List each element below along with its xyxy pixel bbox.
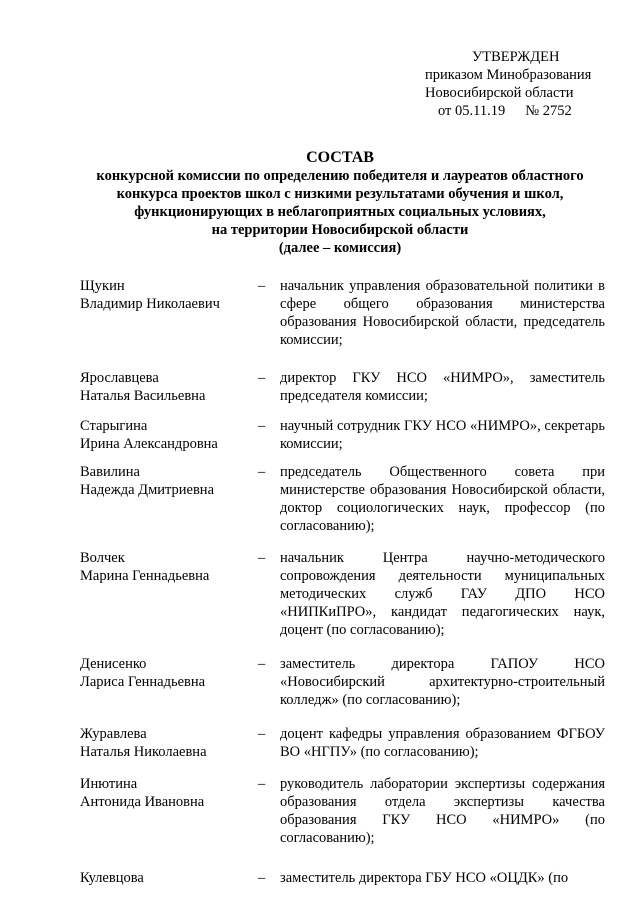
member-name	[80, 869, 258, 887]
member-dash: –	[258, 726, 266, 742]
member-name	[80, 655, 258, 709]
member-surname: Ярославцева	[80, 370, 159, 386]
member-name	[80, 725, 258, 761]
approval-status: УТВЕРЖДЕН	[472, 49, 560, 65]
member-given-names: Антонида Ивановна	[80, 794, 205, 810]
member-name	[80, 417, 258, 453]
heading-line: конкурса проектов школ с низкими результатами обучения и школ,	[116, 186, 564, 202]
member-name	[80, 463, 258, 535]
member-name	[80, 775, 258, 847]
member-row	[80, 417, 605, 453]
member-row	[80, 369, 605, 405]
member-given-names: Наталья Васильевна	[80, 388, 206, 404]
approval-block	[425, 48, 591, 120]
member-list	[80, 277, 605, 887]
member-given-names: Наталья Николаевна	[80, 744, 207, 760]
document-heading	[60, 148, 620, 257]
heading-line: конкурсной комиссии по определению победителя и лауреатов областного	[96, 168, 584, 184]
heading-line: (далее – комиссия)	[278, 240, 402, 256]
member-dash: –	[258, 550, 266, 566]
member-description: председатель Общественного совета при министерстве образования Новосибирской области, доктор социологических наук, профессор (по согласованию);	[280, 464, 605, 534]
member-row	[80, 549, 605, 639]
member-row	[80, 869, 605, 887]
member-dash: –	[258, 464, 266, 480]
heading-line: на территории Новосибирской области	[211, 222, 469, 238]
member-given-names: Надежда Дмитриевна	[80, 482, 215, 498]
member-row	[80, 655, 605, 709]
member-dash: –	[258, 656, 266, 672]
approval-order: приказом Минобразования	[425, 67, 592, 83]
member-description: заместитель директора ГБУ НСО «ОЦДК» (по	[280, 870, 569, 886]
member-given-names: Владимир Николаевич	[80, 296, 220, 312]
member-surname: Денисенко	[80, 656, 147, 672]
member-description: научный сотрудник ГКУ НСО «НИМРО», секретарь комиссии;	[280, 418, 605, 452]
member-given-names: Лариса Геннадьевна	[80, 674, 206, 690]
member-surname: Журавлева	[80, 726, 147, 742]
member-row	[80, 277, 605, 349]
member-description: директор ГКУ НСО «НИМРО», заместитель председателя комиссии;	[280, 370, 605, 404]
member-dash: –	[258, 870, 266, 886]
member-name	[80, 277, 258, 349]
approval-date: от 05.11.19	[438, 103, 506, 119]
member-surname: Старыгина	[80, 418, 148, 434]
member-surname: Вавилина	[80, 464, 140, 480]
member-surname: Волчек	[80, 550, 125, 566]
document-title: СОСТАВ	[306, 149, 374, 166]
member-description: начальник управления образовательной политики в сфере общего образования министерства образования Новосибирской области, председатель комиссии;	[280, 278, 605, 348]
member-dash: –	[258, 418, 266, 434]
member-dash: –	[258, 370, 266, 386]
member-dash: –	[258, 278, 266, 294]
member-surname: Инютина	[80, 776, 138, 792]
member-description: начальник Центра научно-методического сопровождения деятельности муниципальных методических служб ГАУ ДПО НСО «НИПКиПРО», кандидат педагогических наук, доцент (по согласованию);	[280, 550, 605, 638]
member-surname: Щукин	[80, 278, 125, 294]
member-row	[80, 775, 605, 847]
approval-region: Новосибирской области	[425, 85, 574, 101]
member-given-names: Ирина Александровна	[80, 436, 218, 452]
approval-date-number	[425, 102, 591, 120]
member-surname: Кулевцова	[80, 870, 144, 886]
member-description: доцент кафедры управления образованием ФГБОУ ВО «НГПУ» (по согласованию);	[280, 726, 605, 760]
member-description: заместитель директора ГАПОУ НСО «Новосибирский архитектурно-строительный колледж» (по согласованию);	[280, 656, 605, 708]
member-given-names: Марина Геннадьевна	[80, 568, 210, 584]
member-name	[80, 369, 258, 405]
heading-line: функционирующих в неблагоприятных социальных условиях,	[134, 204, 546, 220]
member-row	[80, 725, 605, 761]
member-dash: –	[258, 776, 266, 792]
member-name	[80, 549, 258, 639]
member-row	[80, 463, 605, 535]
member-description: руководитель лаборатории экспертизы содержания образования отдела экспертизы качества образования ГКУ НСО «НИМРО» (по согласованию);	[280, 776, 605, 846]
approval-number: № 2752	[525, 103, 572, 119]
